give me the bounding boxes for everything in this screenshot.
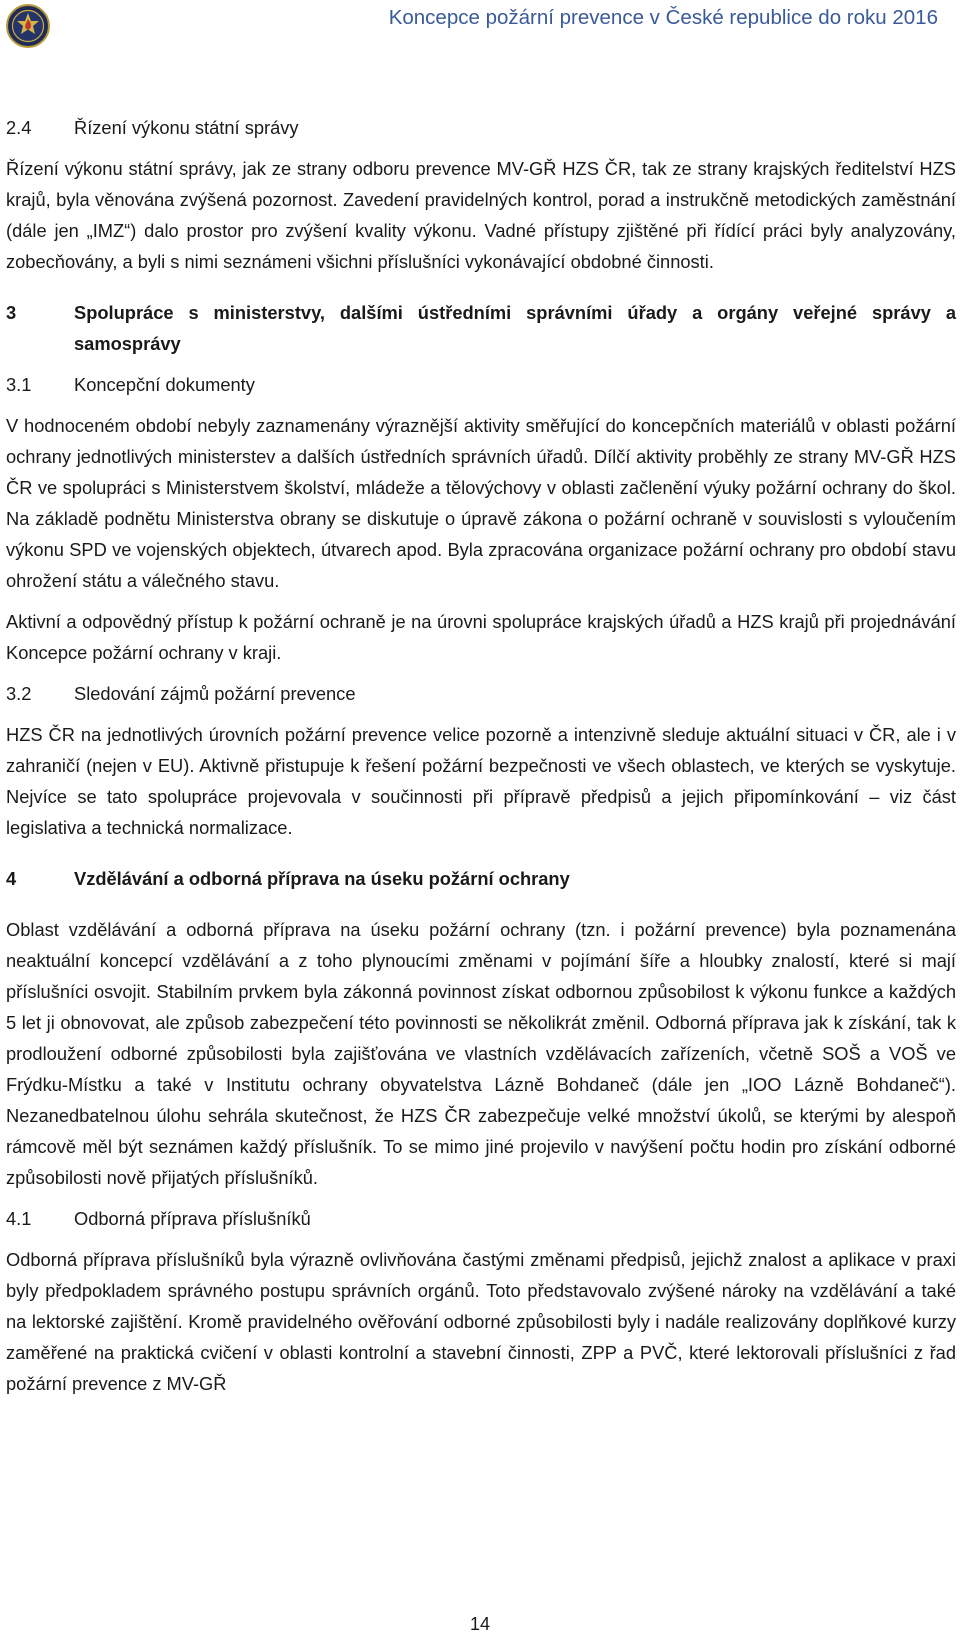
paragraph: V hodnoceném období nebyly zaznamenány výraznější aktivity směřující do koncepčních materiálů v oblasti požární ochrany jednotlivých ministerstev a dalších ústředních správních úřadů. Dílčí aktivity proběhly ze strany MV-GŘ HZS ČR ve spolupráci s Ministerstvem školství, mládeže a tělovýchovy v oblasti začlenění výuky požární ochrany do škol. Na základě podnětu Ministerstva obrany se diskutuje o úpravě zákona o požární ochraně v souvislosti s vyloučením výkonu SPD ve vojenských objektech, útvarech apod. Byla zpracována organizace požární ochrany pro období stavu ohrožení státu a válečného stavu. bbox=[6, 415, 956, 591]
paragraph: Odborná příprava příslušníků byla výrazně ovlivňována častými změnami předpisů, jejichž znalost a aplikace v praxi byly předpokladem správného postupu správních orgánů. Toto představovalo zvýšené nároky na vzdělávání a také na lektorské zajištění. Kromě pravidelného ověřování odborné způsobilosti byly i nadále realizovány doplňkové kurzy zaměřené na praktická cvičení v oblasti kontrolní a stavební činnosti, ZPP a PVČ, které lektorovali příslušníci z řad požární prevence z MV-GŘ bbox=[6, 1249, 956, 1394]
paragraph: Řízení výkonu státní správy, jak ze strany odboru prevence MV-GŘ HZS ČR, tak ze strany krajských ředitelství HZS krajů, byla věnována zvýšená pozornost. Zavedení pravidelných kontrol, porad a instrukčně metodických zaměstnání (dále jen „IMZ“) dalo prostor pro zvýšení kvality výkonu. Vadné přístupy zjištěné při řídící práci byly analyzovány, zobecňovány, a byli s nimi seznámeni všichni příslušníci vykonávající obdobné činnosti. bbox=[6, 158, 956, 272]
heading-text: Spolupráce s ministerstvy, dalšími ústředními správními úřady a orgány veřejné správy a samosprávy bbox=[74, 302, 956, 354]
heading-text: Koncepční dokumenty bbox=[74, 374, 255, 395]
page-header bbox=[0, 0, 960, 52]
heading-4 bbox=[6, 863, 956, 894]
heading-text: Řízení výkonu státní správy bbox=[74, 117, 299, 138]
heading-number: 2.4 bbox=[6, 117, 32, 138]
heading-text: Odborná příprava příslušníků bbox=[74, 1208, 311, 1229]
document-body bbox=[6, 112, 956, 1399]
heading-number: 4 bbox=[6, 868, 17, 889]
heading-text: Sledování zájmů požární prevence bbox=[74, 683, 356, 704]
document-title: Koncepce požární prevence v České republice do roku 2016 bbox=[388, 6, 938, 29]
fire-rescue-emblem-icon bbox=[6, 4, 50, 48]
heading-3 bbox=[6, 297, 956, 359]
heading-2-4 bbox=[6, 112, 956, 143]
heading-text: Vzdělávání a odborná příprava na úseku požární ochrany bbox=[74, 868, 570, 889]
heading-number: 4.1 bbox=[6, 1208, 32, 1229]
heading-number: 3.1 bbox=[6, 374, 32, 395]
paragraph: Aktivní a odpovědný přístup k požární ochraně je na úrovni spolupráce krajských úřadů a HZS krajů při projednávání Koncepce požární ochrany v kraji. bbox=[6, 611, 956, 663]
heading-3-2 bbox=[6, 678, 956, 709]
heading-3-1 bbox=[6, 369, 956, 400]
heading-number: 3 bbox=[6, 302, 17, 323]
paragraph: HZS ČR na jednotlivých úrovních požární prevence velice pozorně a intenzivně sleduje aktuální situaci v ČR, ale i v zahraničí (nejen v EU). Aktivně přistupuje k řešení požární bezpečnosti ve všech oblastech, ve kterých se vyskytuje. Nejvíce se tato spolupráce projevovala v součinnosti při přípravě předpisů a jejich připomínkování – viz část legislativa a technická normalizace. bbox=[6, 724, 956, 838]
paragraph: Oblast vzdělávání a odborná příprava na úseku požární ochrany (tzn. i požární prevence) byla poznamenána neaktuální koncepcí vzdělávání a z toho plynoucími změnami v pojímání šíře a hloubky znalostí, které si mají příslušníci osvojit. Stabilním prvkem byla zákonná povinnost získat odbornou způsobilost k výkonu funkce a každých 5 let ji obnovovat, ale způsob zabezpečení této povinnosti se několikrát změnil. Odborná příprava jak k získání, tak k prodloužení odborné způsobilosti byla zajišťována ve vlastních vzdělávacích zařízeních, včetně SOŠ a VOŠ ve Frýdku-Místku a také v Institutu ochrany obyvatelstva Lázně Bohdaneč (dále jen „IOO Lázně Bohdaneč“). Nezanedbatelnou úlohu sehrála skutečnost, že HZS ČR zabezpečuje velké množství úkolů, se kterými by alespoň rámcově měl být seznámen každý příslušník. To se mimo jiné projevilo v navýšení počtu hodin pro získání odborné způsobilosti nově přijatých příslušníků. bbox=[6, 919, 956, 1188]
heading-4-1 bbox=[6, 1203, 956, 1234]
page-number: 14 bbox=[469, 1614, 491, 1634]
heading-number: 3.2 bbox=[6, 683, 32, 704]
